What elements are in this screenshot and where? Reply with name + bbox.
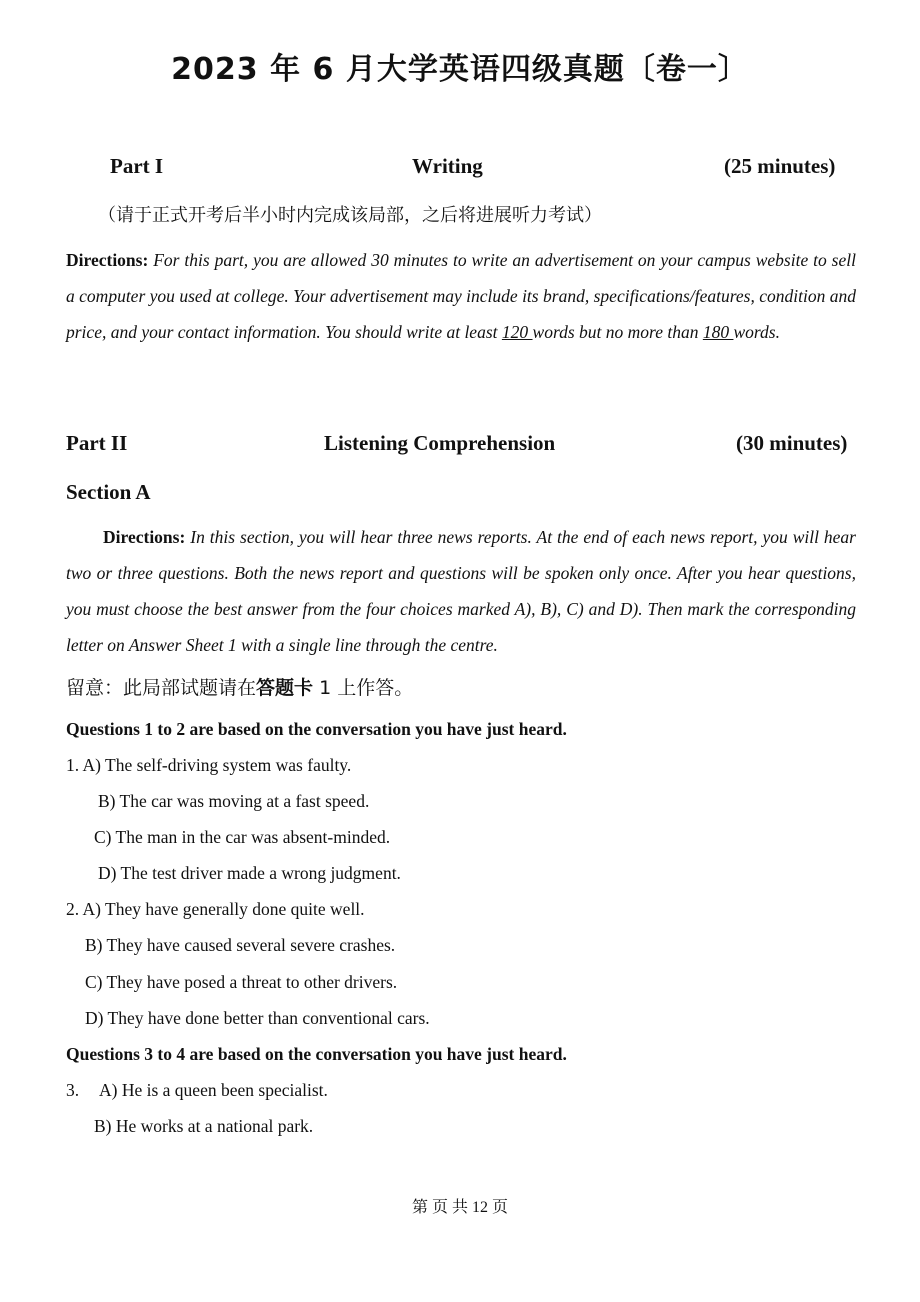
part1-label: Part I bbox=[110, 154, 164, 178]
q1-option-c: C) The man in the car was absent-minded. bbox=[94, 827, 391, 847]
part1-note: （请于正式开考后半小时内完成该局部，之后将进展听力考试） bbox=[98, 205, 602, 226]
document-title: 2023 年 6 月大学英语四级真题〔卷一〕 bbox=[171, 52, 749, 87]
note-prefix: 留意：此局部试题请在 bbox=[66, 677, 257, 699]
part1-name: Writing bbox=[412, 154, 483, 178]
q3-number: 3. bbox=[66, 1080, 80, 1100]
section-heading: Section A bbox=[66, 480, 151, 504]
q3-option-b: B) He works at a national park. bbox=[94, 1116, 314, 1136]
question-group-heading: Questions 1 to 2 are based on the conversation you have just heard. bbox=[66, 719, 567, 739]
directions-label: Directions: bbox=[103, 527, 186, 547]
max-words: 180 bbox=[702, 322, 734, 342]
part2-time: (30 minutes) bbox=[736, 431, 848, 455]
q1-option-a: 1. A) The self-driving system was faulty. bbox=[66, 755, 352, 775]
q1-option-d: D) The test driver made a wrong judgment. bbox=[98, 863, 401, 883]
part1-directions bbox=[66, 242, 856, 350]
directions-text-a: For this part, you are allowed 30 minutes to write an advertisement on your campus website to sell a computer you used at college. Your advertisement may include its brand, specifications/features, condition and price, and your contact information. You should write at least bbox=[66, 250, 856, 342]
q2-option-c: C) They have posed a threat to other drivers. bbox=[85, 972, 398, 992]
answer-sheet-note bbox=[66, 673, 413, 700]
q2-option-b: B) They have caused several severe crashes. bbox=[85, 935, 396, 955]
directions-text-c: words. bbox=[733, 322, 780, 342]
directions-label: Directions: bbox=[66, 250, 149, 270]
q3-option-a: A) He is a queen been specialist. bbox=[99, 1080, 328, 1100]
part1-time: (25 minutes) bbox=[724, 154, 836, 178]
q2-option-a: 2. A) They have generally done quite well. bbox=[66, 899, 365, 919]
directions-text: In this section, you will hear three news reports. At the end of each news report, you will hear two or three questions. Both the news report and questions will be spoken only once. After you hear questions, you must choose the best answer from the four choices marked A), B), C) and D). Then mark the corresponding letter on Answer Sheet 1 with a single line through the centre. bbox=[66, 527, 856, 655]
page-footer: 第 页 共 12 页 bbox=[411, 1199, 508, 1216]
q2-option-d: D) They have done better than conventional cars. bbox=[85, 1008, 430, 1028]
min-words: 120 bbox=[501, 322, 533, 342]
question-group-heading: Questions 3 to 4 are based on the conversation you have just heard. bbox=[66, 1044, 567, 1064]
note-answer-sheet: 答题卡 bbox=[256, 677, 314, 699]
part2-directions bbox=[66, 519, 856, 663]
part2-label: Part II bbox=[66, 431, 128, 455]
part2-name: Listening Comprehension bbox=[324, 431, 556, 455]
note-suffix: 1 上作答。 bbox=[313, 677, 414, 699]
directions-text-b: words but no more than bbox=[532, 322, 703, 342]
q1-option-b: B) The car was moving at a fast speed. bbox=[98, 791, 370, 811]
